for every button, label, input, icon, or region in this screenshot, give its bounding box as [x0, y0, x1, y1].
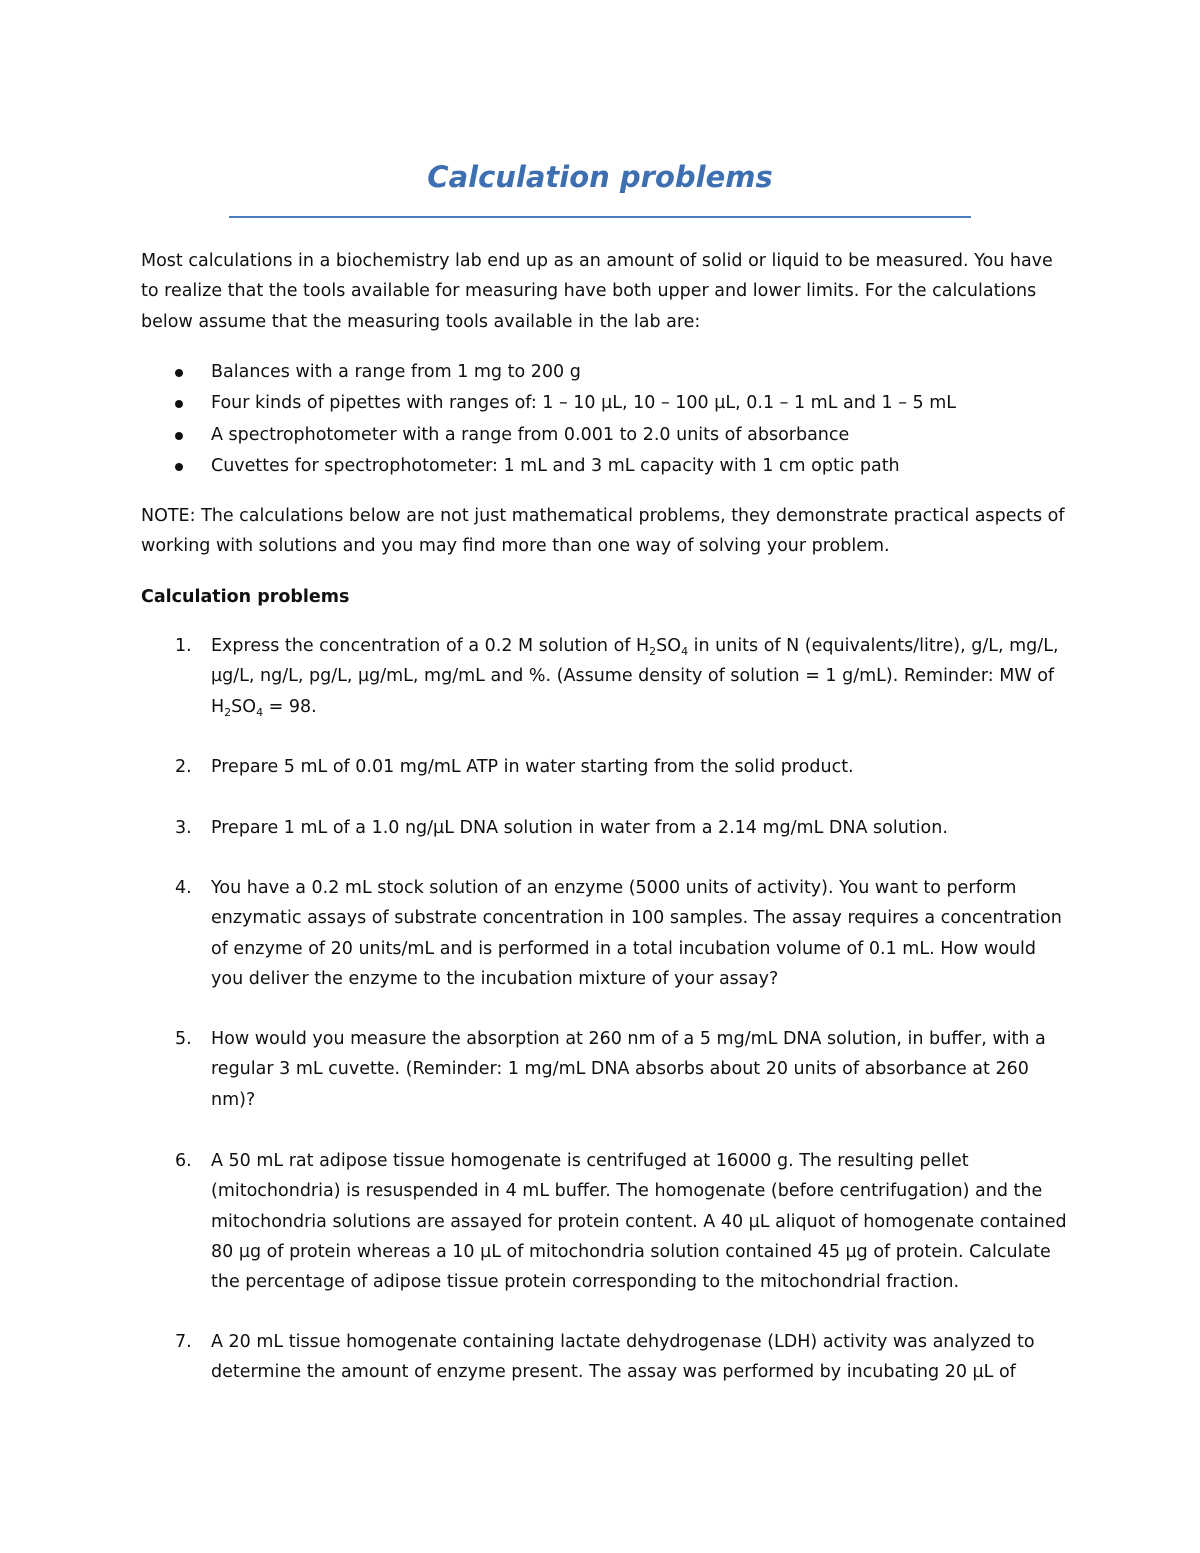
problem-3: [141, 813, 1071, 843]
problem-text-part: SO: [231, 696, 257, 717]
list-item-text: Cuvettes for spectrophotometer: 1 mL and 3 mL capacity with 1 cm optic path: [211, 455, 900, 476]
subscript: 2: [224, 705, 232, 719]
problem-text: Prepare 5 mL of 0.01 mg/mL ATP in water starting from the solid product.: [211, 757, 854, 777]
problem-text-part: = 98.: [263, 696, 317, 717]
problem-1: [141, 631, 1071, 722]
problem-2: [141, 752, 1071, 782]
problem-number: 4.: [175, 878, 192, 898]
intro-paragraph: Most calculations in a biochemistry lab end up as an amount of solid or liquid to be measured. You have to realize that the tools available for measuring have both upper and lower limits. For the calculations below assume that the measuring tools available in the lab are:: [141, 251, 1053, 332]
list-item: [141, 388, 1071, 419]
title-underline: [229, 216, 971, 218]
bullet-icon: [175, 432, 183, 440]
list-item: [141, 357, 1071, 388]
problem-5: [141, 1024, 1071, 1115]
problem-text: A 20 mL tissue homogenate containing lactate dehydrogenase (LDH) activity was analyzed to determine the amount of enzyme present. The assay was performed by incubating 20 µL of: [211, 1332, 1035, 1383]
problem-6: [141, 1146, 1071, 1297]
bullet-icon: [175, 463, 183, 471]
problem-text: How would you measure the absorption at 260 nm of a 5 mg/mL DNA solution, in buffer, with a regular 3 mL cuvette. (Reminder: 1 mg/mL DNA absorbs about 20 units of absorbance at 260 nm)?: [211, 1029, 1046, 1110]
subscript: 4: [681, 645, 689, 658]
problem-text-part: in units of N (equivalents/litre), g/L, mg/L, µg/L, ng/L, pg/L, µg/mL, mg/mL and %. (Assume density of solution = 1 g/mL). Reminder: MW of H: [211, 636, 1059, 717]
tools-list: [141, 357, 1071, 482]
list-item: [141, 420, 1071, 451]
problem-4: [141, 873, 1071, 994]
subscript: 2: [649, 645, 657, 658]
problem-text: Prepare 1 mL of a 1.0 ng/µL DNA solution in water from a 2.14 mg/mL DNA solution.: [211, 818, 948, 838]
problem-number: 6.: [175, 1151, 192, 1171]
problem-number: 3.: [175, 818, 192, 838]
problem-number: 5.: [175, 1029, 192, 1049]
bullet-icon: [175, 369, 183, 377]
bullet-icon: [175, 400, 183, 408]
problem-number: 2.: [175, 757, 192, 777]
list-item: [141, 451, 1071, 482]
problem-number: 7.: [175, 1332, 192, 1352]
problem-number: 1.: [175, 636, 192, 656]
section-heading: Calculation problems: [141, 587, 350, 607]
list-item-text: Four kinds of pipettes with ranges of: 1 – 10 µL, 10 – 100 µL, 0.1 – 1 mL and 1 – 5 mL: [211, 393, 956, 414]
problem-text: [211, 631, 1071, 722]
subscript: 4: [256, 705, 264, 719]
list-item-text: A spectrophotometer with a range from 0.001 to 2.0 units of absorbance: [211, 424, 850, 445]
page-title: Calculation problems: [427, 160, 773, 194]
problem-text-part: SO: [656, 636, 682, 656]
problem-7: [141, 1327, 1071, 1388]
note-paragraph: NOTE: The calculations below are not just mathematical problems, they demonstrate practical aspects of working with solutions and you may find more than one way of solving your problem.: [141, 506, 1065, 557]
list-item-text: Balances with a range from 1 mg to 200 g: [211, 362, 581, 382]
problem-text-part: Express the concentration of a 0.2 M solution of H: [211, 636, 650, 656]
problem-text: A 50 mL rat adipose tissue homogenate is centrifuged at 16000 g. The resulting pellet (mitochondria) is resuspended in 4 mL buffer. The homogenate (before centrifugation) and the mitochondria solutions are assayed for protein content. A 40 µL aliquot of homogenate contained 80 µg of protein whereas a 10 µL of mitochondria solution contained 45 µg of protein. Calculate the percentage of adipose tissue protein corresponding to the mitochondrial fraction.: [211, 1151, 1067, 1293]
problem-text: You have a 0.2 mL stock solution of an enzyme (5000 units of activity). You want to perform enzymatic assays of substrate concentration in 100 samples. The assay requires a concentration of enzyme of 20 units/mL and is performed in a total incubation volume of 0.1 mL. How would you deliver the enzyme to the incubation mixture of your assay?: [211, 878, 1062, 989]
